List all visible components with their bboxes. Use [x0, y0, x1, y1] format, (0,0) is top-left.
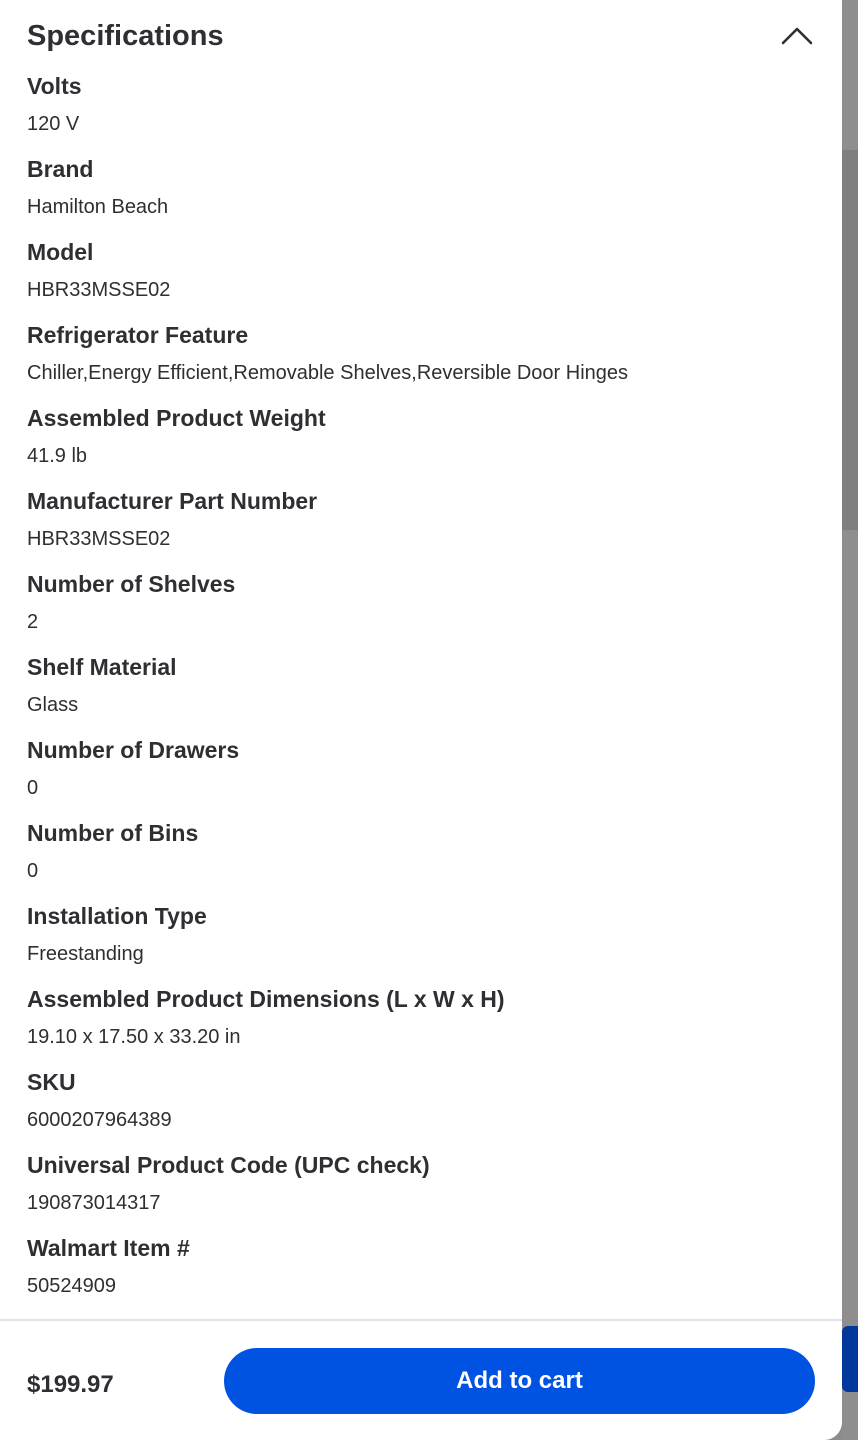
spec-label: Installation Type [27, 903, 207, 929]
spec-label: Brand [27, 156, 94, 182]
background-block [842, 150, 858, 530]
spec-item [27, 568, 817, 651]
price: $199.97 [27, 1371, 114, 1398]
spec-item [27, 817, 817, 900]
spec-value: HBR33MSSE02 [27, 528, 171, 550]
spec-label: Number of Bins [27, 820, 199, 846]
spec-label: Manufacturer Part Number [27, 488, 318, 514]
spec-label: Walmart Item # [27, 1235, 190, 1261]
chevron-up-icon[interactable] [779, 18, 815, 54]
spec-item [27, 983, 817, 1066]
spec-value: 190873014317 [27, 1192, 161, 1214]
spec-label: Assembled Product Weight [27, 405, 326, 431]
spec-value: 6000207964389 [27, 1109, 172, 1131]
page-title: Specifications [27, 20, 224, 52]
spec-label: Assembled Product Dimensions (L x W x H) [27, 986, 505, 1012]
spec-item [27, 1149, 817, 1232]
spec-item [27, 236, 817, 319]
add-to-cart-button[interactable]: Add to cart [224, 1348, 815, 1414]
spec-item [27, 70, 817, 153]
spec-item [27, 1066, 817, 1149]
spec-label: SKU [27, 1069, 76, 1095]
spec-item [27, 485, 817, 568]
background-page-edge [842, 0, 858, 1440]
spec-value: Hamilton Beach [27, 196, 169, 218]
spec-value: 50524909 [27, 1275, 116, 1297]
spec-label: Universal Product Code (UPC check) [27, 1152, 430, 1178]
spec-value: 2 [27, 611, 39, 633]
spec-label: Refrigerator Feature [27, 322, 249, 348]
spec-item [27, 319, 817, 402]
spec-item [27, 153, 817, 236]
spec-item [27, 1232, 817, 1315]
spec-value: 0 [27, 777, 39, 799]
spec-item [27, 651, 817, 734]
spec-value: Freestanding [27, 943, 144, 965]
spec-list [27, 70, 817, 1315]
spec-item [27, 900, 817, 983]
spec-item [27, 734, 817, 817]
spec-label: Shelf Material [27, 654, 177, 680]
spec-item [27, 402, 817, 485]
sticky-footer [0, 1319, 842, 1440]
spec-label: Number of Drawers [27, 737, 240, 763]
spec-value: Chiller,Energy Efficient,Removable Shelves,Reversible Door Hinges [27, 362, 629, 384]
spec-value: 120 V [27, 113, 80, 135]
spec-value: 0 [27, 860, 39, 882]
spec-label: Number of Shelves [27, 571, 236, 597]
sheet-header [27, 18, 817, 58]
spec-value: Glass [27, 694, 79, 716]
spec-value: 19.10 x 17.50 x 33.20 in [27, 1026, 241, 1048]
spec-value: HBR33MSSE02 [27, 279, 171, 301]
spec-value: 41.9 lb [27, 445, 88, 467]
background-button-edge [842, 1326, 858, 1392]
spec-label: Volts [27, 73, 82, 99]
spec-label: Model [27, 239, 94, 265]
